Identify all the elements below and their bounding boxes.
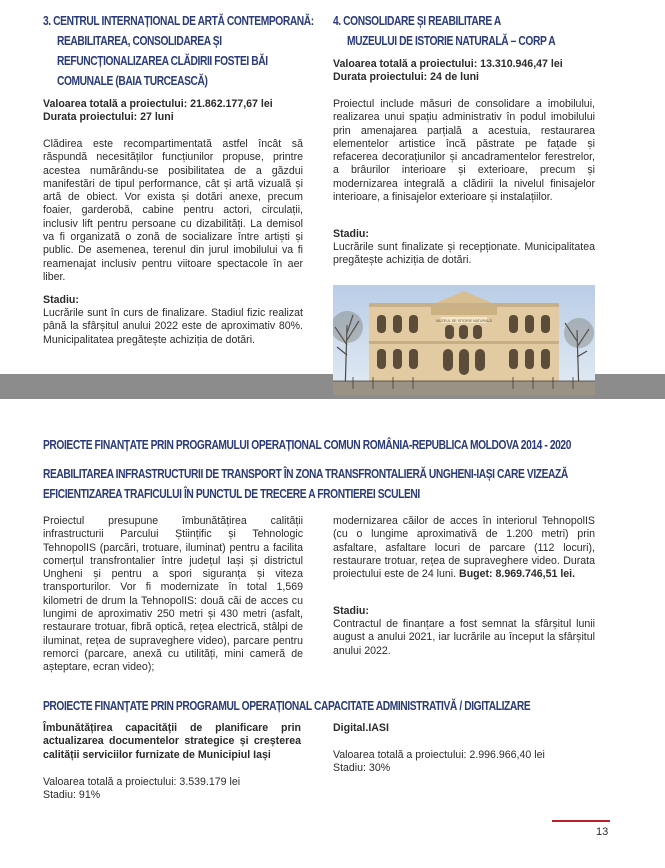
- section4-stage-heading: Stadiu:: [333, 228, 369, 240]
- section4-value: Valoarea totală a proiectului: 13.310.946,47 lei: [333, 58, 563, 70]
- section4-stage-text: Lucrările sunt finalizate și recepționate. Municipalitatea pregătește achiziția de dotări.: [333, 241, 595, 267]
- section3-title-line1: 3. CENTRUL INTERNAȚIONAL DE ARTĂ CONTEMPORANĂ:: [43, 14, 314, 28]
- cad-right-value: Valoarea totală a proiectului: 2.996.966,40 lei: [333, 749, 545, 761]
- section3-stage-text: Lucrările sunt în curs de finalizare. Stadiul fizic realizat până la sfârșitul anului 2022 este de aproximativ 80%. Municipalitatea pregătește achiziția de dotări.: [43, 307, 303, 346]
- section3-title-line3: REFUNCȚIONALIZAREA CLĂDIRII FOSTEI BĂI: [57, 54, 268, 68]
- section3-title-line4: COMUNALE (BAIA TURCEASCĂ): [57, 74, 208, 88]
- ro-md-stage-heading: Stadiu:: [333, 605, 369, 617]
- section3-title-line2: REABILITAREA, CONSOLIDAREA ȘI: [57, 34, 222, 48]
- section3-duration: Durata proiectului: 27 luni: [43, 111, 174, 123]
- cad-right-stage: Stadiu: 30%: [333, 762, 391, 774]
- museum-photo: [333, 285, 595, 395]
- section3-stage-heading: Stadiu:: [43, 294, 79, 306]
- museum-sign: MUZEUL DE ISTORIE NATURALĂ: [436, 319, 492, 323]
- cad-left-value: Valoarea totală a proiectului: 3.539.179 lei: [43, 776, 241, 788]
- section3-description: Clădirea este recompartimentată astfel încât să răspundă necesităților funcțiunilor propuse, printre acestea numărându-se posibilitatea de a găzdui manifestări de tipul performance, cât și artă vizuală și artă de obiect. Vor exista și dotări anexe, precum foaier, garderobă, cabine pentru actori, circulații, inclusiv lift pentru persoane cu dizabilități. La demisol va fi organizată o zonă de socializare între artiști și public. De asemenea, terenul din jurul imobilului va fi reamenajat inclusiv pentru viitoare spectacole în aer liber.: [43, 138, 303, 283]
- ro-md-budget: Buget: 8.969.746,51 lei.: [459, 568, 576, 581]
- page-number: 13: [596, 826, 609, 838]
- project-title-line2: EFICIENTIZAREA TRAFICULUI ÎN PUNCTUL DE TRECERE A FRONTIEREI SCULENI: [43, 487, 420, 501]
- cad-right-title: Digital.IASI: [333, 722, 389, 734]
- program-cad-heading: PROIECTE FINANȚATE PRIN PROGRAMUL OPERAȚIONAL CAPACITATE ADMINISTRATIVĂ / DIGITALIZARE: [43, 699, 531, 713]
- ro-md-stage-text: Contractul de finanțare a fost semnat la sfârșitul lunii august a anului 2021, iar lucrările au început la sfârșitul anului 2022.: [333, 618, 595, 657]
- cad-left-stage: Stadiu: 91%: [43, 789, 101, 801]
- section4-title-line1: 4. CONSOLIDARE ȘI REABILITARE A: [333, 14, 501, 28]
- section4-title-line2: MUZEULUI DE ISTORIE NATURALĂ – CORP A: [347, 34, 556, 48]
- section3-value: Valoarea totală a proiectului: 21.862.177,67 lei: [43, 98, 273, 110]
- program-ro-md-heading: PROIECTE FINANȚATE PRIN PROGRAMULUI OPERAȚIONAL COMUN ROMÂNIA-REPUBLICA MOLDOVA 2014 - 2020: [43, 438, 572, 452]
- ro-md-left-text: Proiectul presupune îmbunătățirea calității infrastructurii Parcului Științific și Tehnologic TehnopolIS (parcări, trotuare, iluminat) pentru a facilita comerțul transfrontalier între județul Iași și districtul Ungheni și pentru a spori siguranța și viteza transporturilor. Vor fi modernizate în total 1,569 kilometri de drum la TehnopolIS: două căi de acces cu lungimi de aproximativ 250 metri și 430 metri (asfalt, restaurare trotuar, fibră optică, rețea electrică, stâlpi de iluminat, rețea de supraveghere video), parcare pentru remorci (parcare, anexă cu utilități, mini cameră de așteptare, ecran video);: [43, 515, 303, 674]
- page-number-rule: [552, 820, 610, 822]
- section4-duration: Durata proiectului: 24 de luni: [333, 71, 479, 83]
- ro-md-right-text: [333, 515, 595, 581]
- section4-description: Proiectul include măsuri de consolidare a imobilului, realizarea unui spațiu administrativ în podul imobilului prin amenajarea parțială a acestuia, restaurarea elementelor artistice încă păstrate pe fațade și refacerea decorațiunilor și ancadramentelor ferestrelor, a brâurilor interioare și exterioare, precum și modernizarea integrală a clădirii la nivelul finisajelor interioare, a finisajelor exterioare și instalațiilor.: [333, 98, 595, 204]
- cad-left-title: Îmbunătățirea capacității de planificare prin actualizarea documentelor strategice și creșterea calității serviciilor furnizate de Municipiul Iași: [43, 722, 301, 761]
- ro-md-right-body: modernizarea căilor de acces în interiorul TehnopolIS (cu o lungime aproximativă de 1.200 metri) prin asfaltare, asfaltare locuri de parcare (112 locuri), restaurare trotuar, rețea de supraveghere video. Durata proiectului este de 24 luni.: [333, 515, 595, 581]
- project-title-line1: REABILITAREA INFRASTRUCTURII DE TRANSPORT ÎN ZONA TRANSFRONTALIERĂ UNGHENI-IAȘI CARE VIZEAZĂ: [43, 467, 568, 481]
